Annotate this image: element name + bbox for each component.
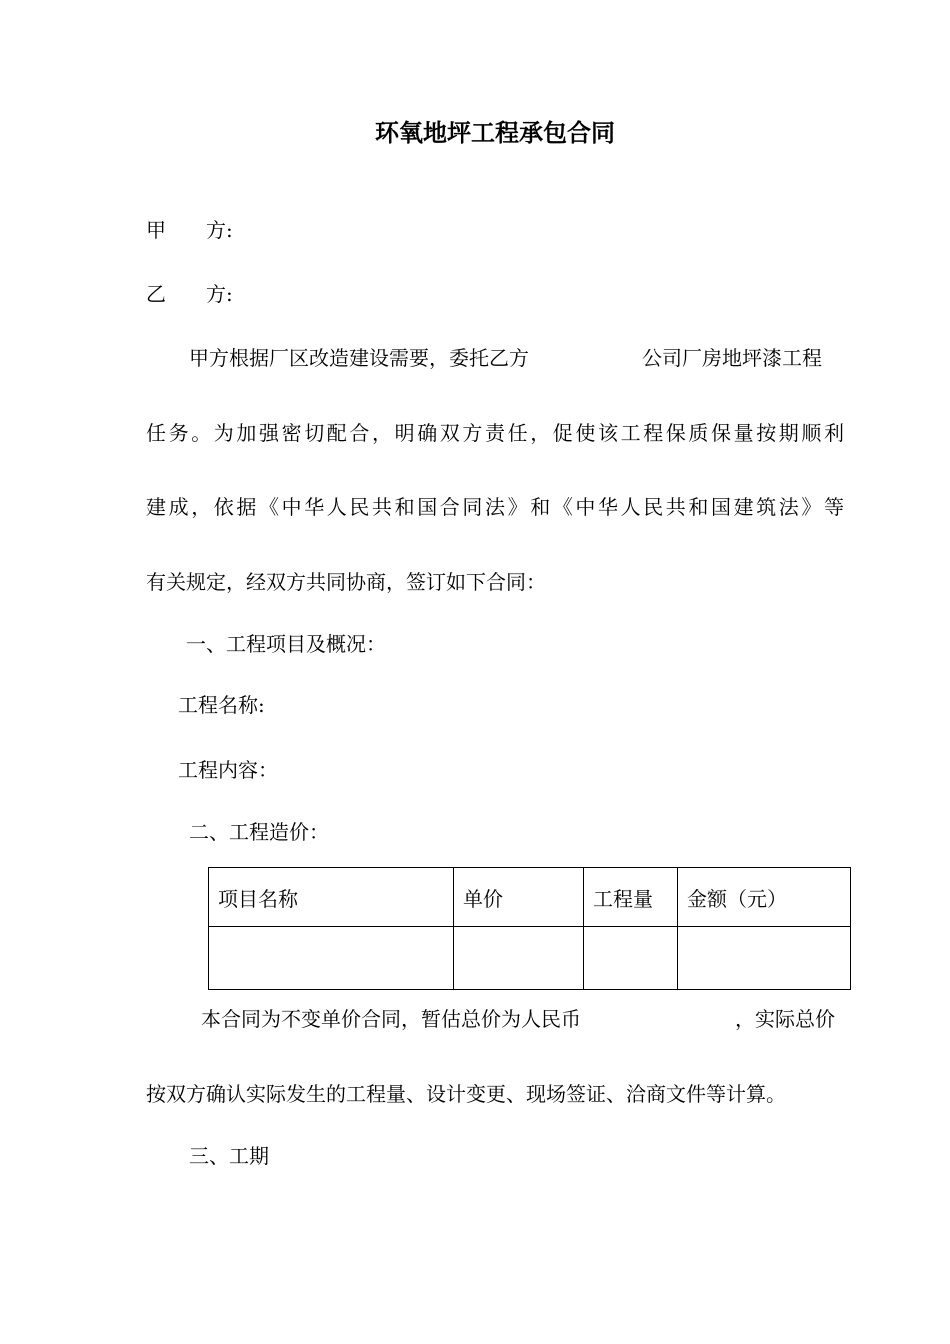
header-unit-price: 单价 [454,868,584,927]
header-item-name: 项目名称 [209,868,454,927]
cell-amount [678,927,851,990]
header-quantity: 工程量 [584,868,678,927]
section2-heading: 二、工程造价： [189,820,329,844]
section3-heading: 三、工期 [189,1144,269,1168]
project-content-label: 工程内容： [178,758,278,782]
cell-unit-price [454,927,584,990]
cell-quantity [584,927,678,990]
table-row [209,927,851,990]
price-note-line2: 按双方确认实际发生的工程量、设计变更、现场签证、洽商文件等计算。 [146,1082,786,1106]
party-a-label: 甲 方: [146,218,233,242]
section1-heading: 一、工程项目及概况： [186,632,386,656]
cell-item-name [209,927,454,990]
table-header-row [209,868,851,927]
party-b-label: 乙 方: [146,282,233,306]
intro-line4: 有关规定，经双方共同协商，签订如下合同： [146,570,546,594]
document-title: 环氧地坪工程承包合同 [375,118,615,147]
header-amount: 金额（元） [678,868,851,927]
intro-line1-after: 公司厂房地坪漆工程 [642,346,822,370]
price-note-line1-before: 本合同为不变单价合同，暂估总价为人民币 [201,1007,581,1031]
project-name-label: 工程名称: [178,693,265,717]
intro-line1-before: 甲方根据厂区改造建设需要，委托乙方 [189,346,529,370]
intro-line3: 建成，依据《中华人民共和国合同法》和《中华人民共和国建筑法》等 [146,495,844,519]
price-note-line1-after: ，实际总价 [735,1007,835,1031]
intro-line2: 任务。为加强密切配合，明确双方责任，促使该工程保质保量按期顺利 [146,421,844,445]
price-table [208,867,851,990]
